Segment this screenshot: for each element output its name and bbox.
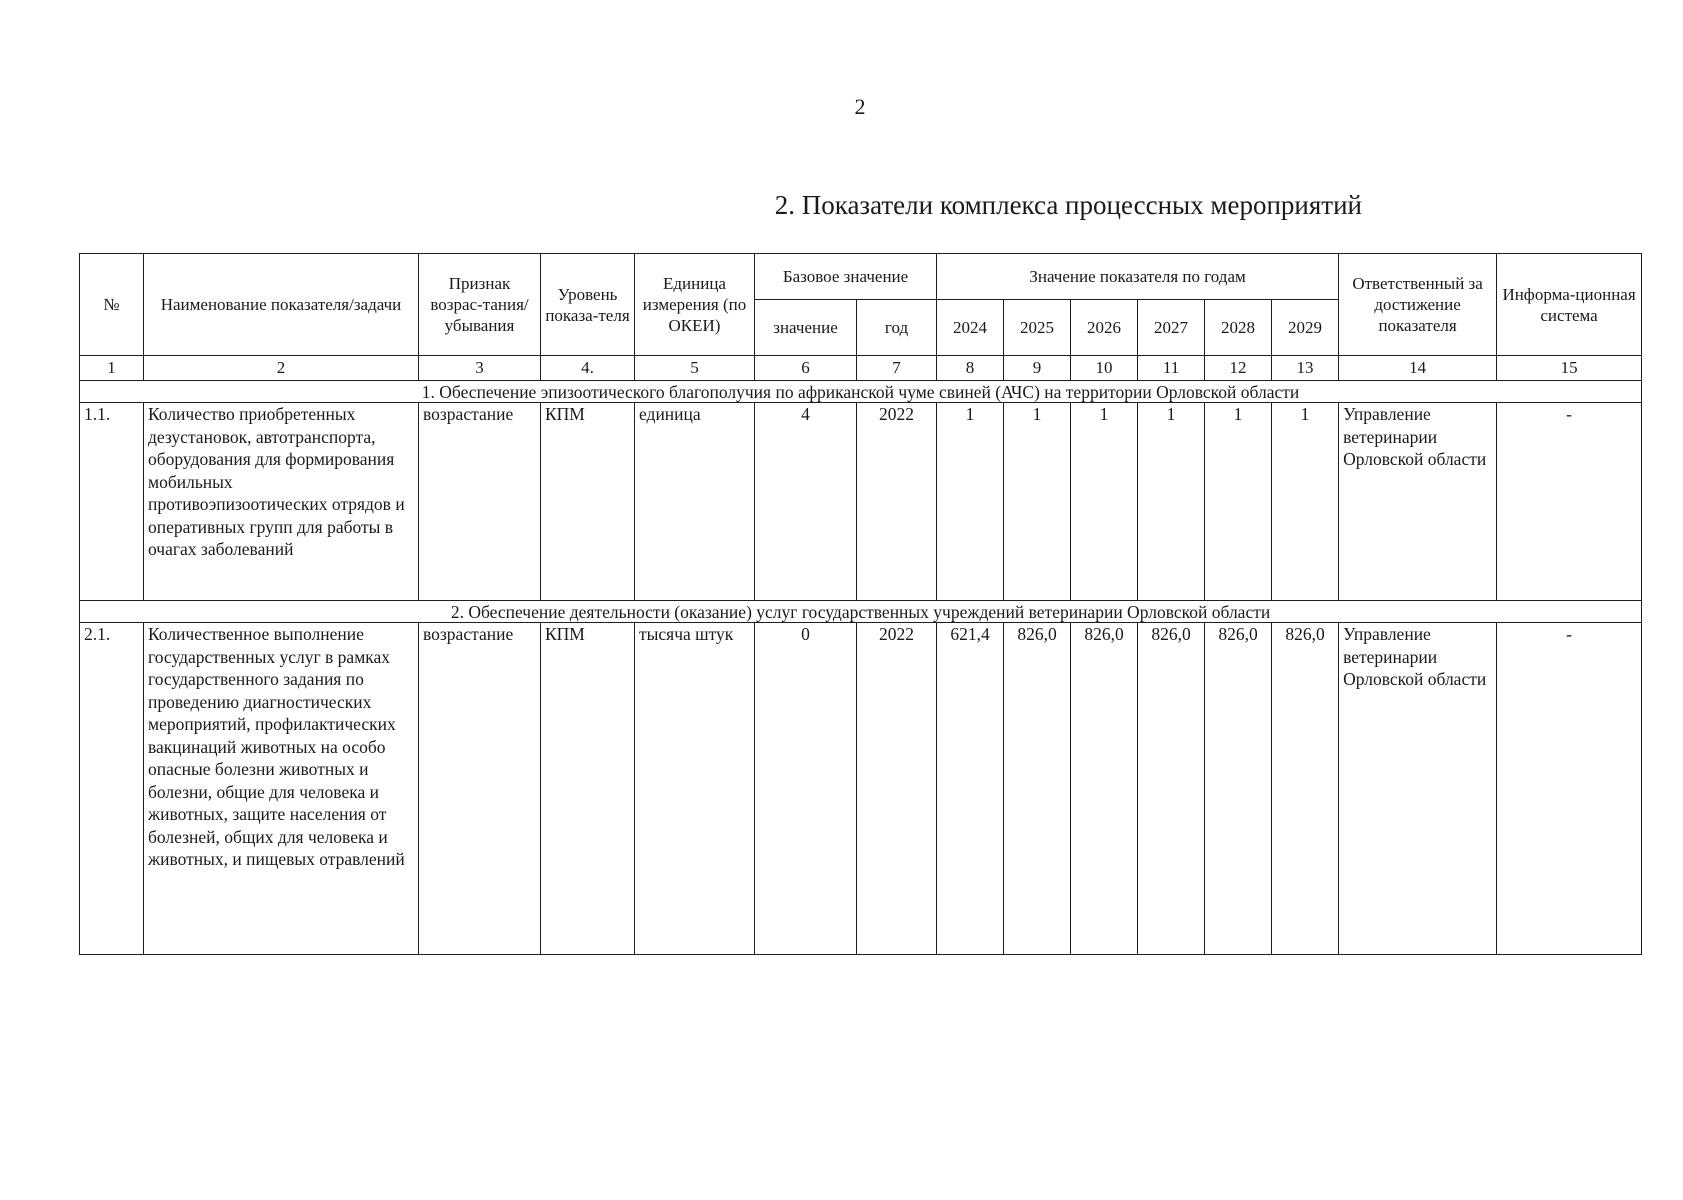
column-number: 11	[1138, 356, 1205, 381]
row-name: Количественное выполнение государственных услуг в рамках государственного задания по проведению диагностических мероприятий, профилактических вакцинаций животных на особо опасные болезни животных и болезни, общие для человека и животных, защите населения от болезней, общих для человека и животных, и пищевых отравлений	[144, 623, 419, 955]
section-heading: 1. Обеспечение эпизоотического благополучия по африканской чуме свиней (АЧС) на территории Орловской области	[80, 381, 1642, 403]
column-number: 9	[1004, 356, 1071, 381]
header-year: 2024	[937, 300, 1004, 356]
header-info-system: Информа-ционная система	[1497, 254, 1642, 356]
row-base-value: 0	[755, 623, 857, 955]
column-number: 1	[80, 356, 144, 381]
row-year-value: 826,0	[1138, 623, 1205, 955]
row-year-value: 826,0	[1272, 623, 1339, 955]
row-unit: тысяча штук	[635, 623, 755, 955]
row-level: КПМ	[541, 623, 635, 955]
row-base-value: 4	[755, 403, 857, 601]
header-no: №	[80, 254, 144, 356]
header-year: 2028	[1205, 300, 1272, 356]
row-info-system: -	[1497, 623, 1642, 955]
row-year-value: 1	[937, 403, 1004, 601]
table-row	[80, 403, 1642, 601]
row-year-value: 1	[1272, 403, 1339, 601]
row-sign: возрастание	[419, 623, 541, 955]
row-responsible: Управление ветеринарии Орловской области	[1339, 403, 1497, 601]
indicators-table	[79, 253, 1642, 955]
column-number: 8	[937, 356, 1004, 381]
header-base-group: Базовое значение	[755, 254, 937, 300]
header-year: 2025	[1004, 300, 1071, 356]
row-year-value: 826,0	[1071, 623, 1138, 955]
row-sign: возрастание	[419, 403, 541, 601]
row-year-value: 1	[1138, 403, 1205, 601]
section-title: 2. Показатели комплекса процессных мероприятий	[774, 190, 1362, 220]
section-row	[80, 381, 1642, 403]
header-responsible: Ответственный за достижение показателя	[1339, 254, 1497, 356]
section-row	[80, 601, 1642, 623]
header-base-year: год	[857, 300, 937, 356]
row-info-system: -	[1497, 403, 1642, 601]
row-number: 1.1.	[80, 403, 144, 601]
section-heading: 2. Обеспечение деятельности (оказание) услуг государственных учреждений ветеринарии Орловской области	[80, 601, 1642, 623]
column-number: 2	[144, 356, 419, 381]
header-name: Наименование показателя/задачи	[144, 254, 419, 356]
column-number: 13	[1272, 356, 1339, 381]
header-sign: Признак возрас-тания/ убывания	[419, 254, 541, 356]
column-number: 5	[635, 356, 755, 381]
header-year: 2029	[1272, 300, 1339, 356]
row-unit: единица	[635, 403, 755, 601]
column-number: 3	[419, 356, 541, 381]
row-year-value: 1	[1071, 403, 1138, 601]
row-year-value: 826,0	[1004, 623, 1071, 955]
row-number: 2.1.	[80, 623, 144, 955]
row-responsible: Управление ветеринарии Орловской области	[1339, 623, 1497, 955]
row-base-year: 2022	[857, 403, 937, 601]
column-number: 10	[1071, 356, 1138, 381]
row-base-year: 2022	[857, 623, 937, 955]
header-year: 2026	[1071, 300, 1138, 356]
column-numbers-row	[80, 356, 1642, 381]
column-number: 6	[755, 356, 857, 381]
column-number: 12	[1205, 356, 1272, 381]
row-year-value: 1	[1004, 403, 1071, 601]
row-year-value: 826,0	[1205, 623, 1272, 955]
page-number: 2	[854, 94, 866, 119]
header-base-value: значение	[755, 300, 857, 356]
row-name: Количество приобретенных дезустановок, автотранспорта, оборудования для формирования мобильных противоэпизоотических отрядов и оперативных групп для работы в очагах заболеваний	[144, 403, 419, 601]
row-year-value: 1	[1205, 403, 1272, 601]
column-number: 15	[1497, 356, 1642, 381]
header-years-group: Значение показателя по годам	[937, 254, 1339, 300]
column-number: 4.	[541, 356, 635, 381]
row-level: КПМ	[541, 403, 635, 601]
row-year-value: 621,4	[937, 623, 1004, 955]
table-row	[80, 623, 1642, 955]
header-level: Уровень показа-теля	[541, 254, 635, 356]
table-header	[80, 254, 1642, 356]
column-number: 14	[1339, 356, 1497, 381]
header-year: 2027	[1138, 300, 1205, 356]
header-unit: Единица измерения (по ОКЕИ)	[635, 254, 755, 356]
column-number: 7	[857, 356, 937, 381]
